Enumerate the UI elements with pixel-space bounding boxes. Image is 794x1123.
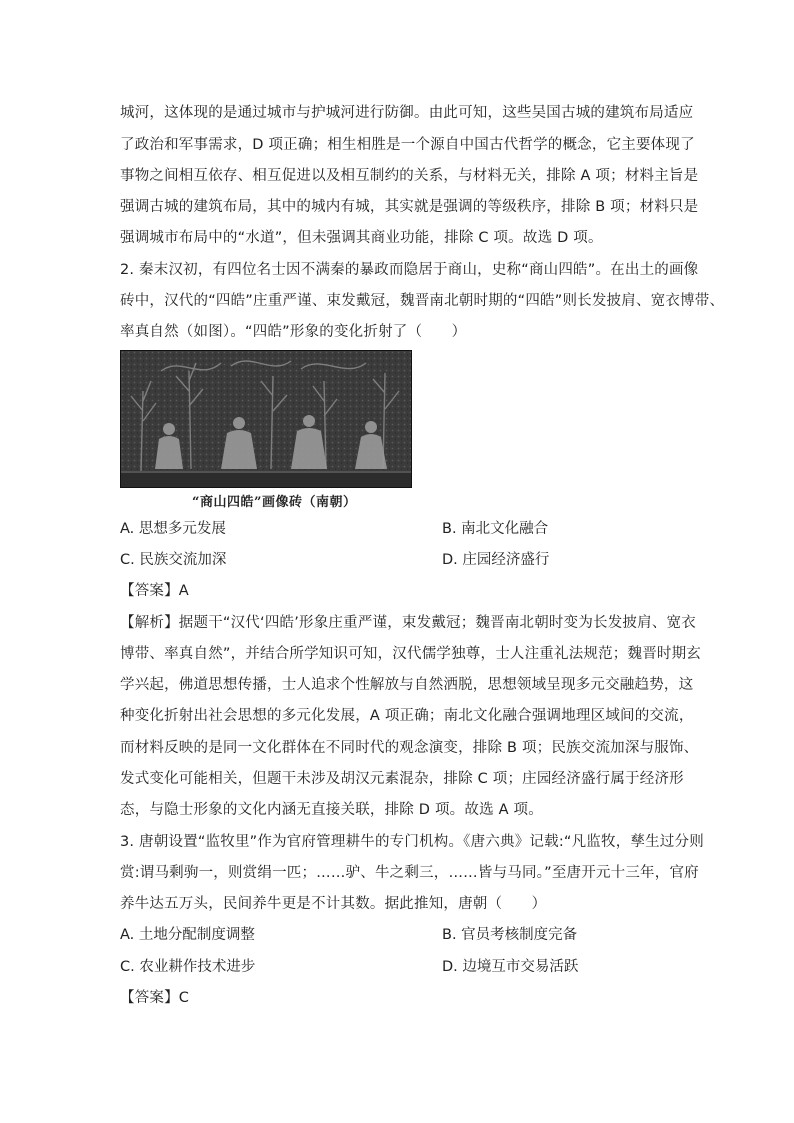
text-line: 了政治和军事需求，D 项正确；相生相胜是一个源自中国古代哲学的概念，它主要体现了 <box>120 137 695 153</box>
question-2-stem: 率真自然（如图）。“四皓”形象的变化折射了（ ） <box>120 324 467 340</box>
question-2-stem: 2. 秦末汉初，有四位名士因不满秦的暴政而隐居于商山，史称“商山四皓”。在出土的画像 <box>120 262 699 278</box>
question-3-stem: 3. 唐朝设置“监牧里”作为官府管理耕牛的专门机构。《唐六典》记载:“凡监牧，孳生过分则 <box>120 834 704 850</box>
analysis-line: 博带、率真自然”，并结合所学知识可知，汉代儒学独尊，士人注重礼法规范；魏晋时期玄 <box>120 646 702 662</box>
answer-label: 【答案】C <box>120 990 190 1006</box>
text-line: 强调古城的建筑布局，其中的城内有城，其实就是强调的等级秩序，排除 B 项；材料只是 <box>120 199 699 215</box>
option-a: A. 土地分配制度调整 <box>120 927 255 943</box>
analysis-line: 学兴起，佛道思想传播，士人追求个性解放与自然洒脱，思想领域呈现多元交融趋势，这 <box>120 677 694 693</box>
text-line: 强调城市布局中的“水道”，但未强调其商业功能，排除 C 项。故选 D 项。 <box>120 230 603 246</box>
analysis-line: 种变化折射出社会思想的多元化发展，A 项正确；南北文化融合强调地理区域间的交流， <box>120 708 694 724</box>
answer-label: 【答案】A <box>120 583 189 599</box>
option-d: D. 边境互市交易活跃 <box>442 959 579 975</box>
question-2-stem: 砖中，汉代的“四皓”庄重严谨、束发戴冠，魏晋南北朝时期的“四皓”则长发披肩、宽衣博带、 <box>120 293 725 309</box>
option-c: C. 民族交流加深 <box>120 552 227 568</box>
option-c: C. 农业耕作技术进步 <box>120 959 256 975</box>
image-caption: “商山四皓”画像砖（南朝） <box>192 495 357 510</box>
option-d: D. 庄园经济盛行 <box>442 552 550 568</box>
option-a: A. 思想多元发展 <box>120 521 226 537</box>
analysis-line: 发式变化可能相关，但题干未涉及胡汉元素混杂，排除 C 项；庄园经济盛行属于经济形 <box>120 771 684 787</box>
relief-brick-image <box>120 350 412 488</box>
analysis-line: 而材料反映的是同一文化群体在不同时代的观念演变，排除 B 项；民族交流加深与服饰、 <box>120 740 699 756</box>
option-b: B. 官员考核制度完备 <box>442 927 578 943</box>
question-3-stem: 赏:谓马剩驹一，则赏绢一匹；……驴、牛之剩三，……皆与马同。”至唐开元十三年，官府 <box>120 865 699 881</box>
text-line: 事物之间相互依存、相互促进以及相互制约的关系，与材料无关，排除 A 项；材料主旨是 <box>120 168 699 184</box>
text-line: 城河，这体现的是通过城市与护城河进行防御。由此可知，这些吴国古城的建筑布局适应 <box>120 105 694 121</box>
analysis-line: 【解析】据题干“汉代‘四皓’形象庄重严谨，束发戴冠；魏晋南北朝时变为长发披肩、宽衣 <box>120 615 696 631</box>
analysis-line: 态，与隐士形象的文化内涵无直接关联，排除 D 项。故选 A 项。 <box>120 802 543 818</box>
question-3-stem: 养牛达五万头，民间养牛更是不计其数。据此推知，唐朝（ ） <box>120 896 547 912</box>
option-b: B. 南北文化融合 <box>442 521 549 537</box>
